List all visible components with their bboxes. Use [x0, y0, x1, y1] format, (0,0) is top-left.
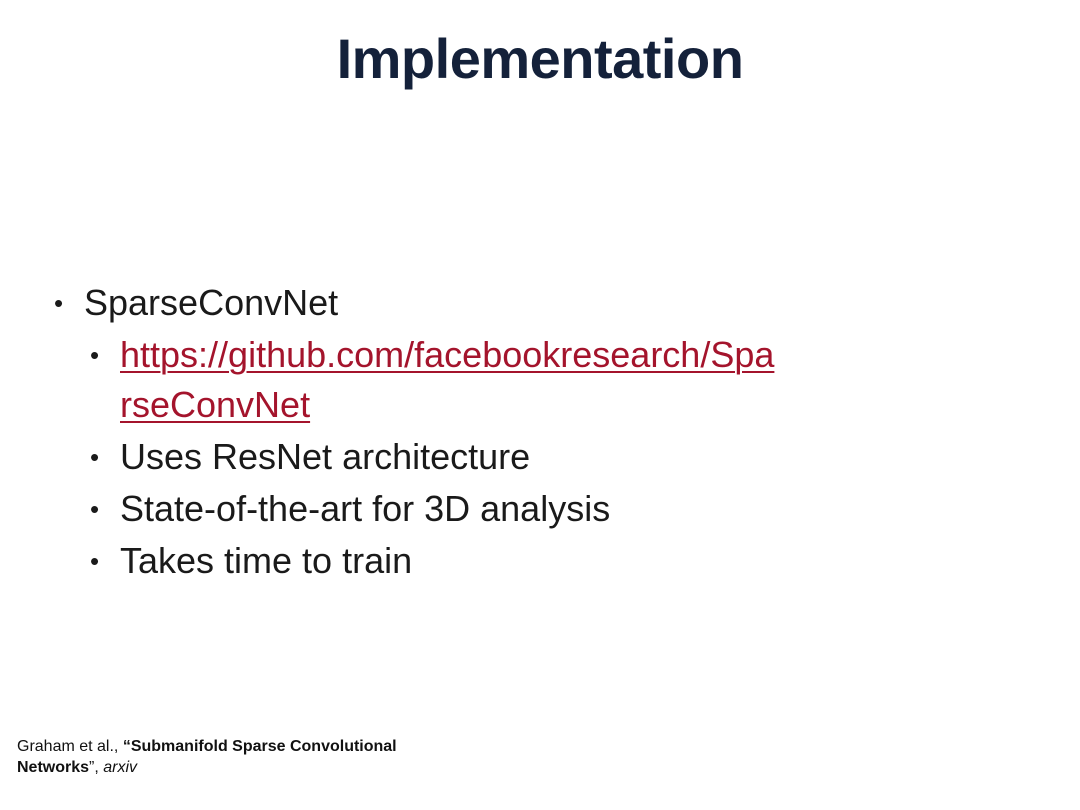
citation [17, 736, 477, 778]
citation-close-quote: ”, [89, 759, 104, 776]
bullet-glyph: • [90, 442, 100, 472]
sub-bullet-label: Uses ResNet architecture [120, 436, 531, 477]
sub-bullet-item-sota [88, 484, 952, 534]
citation-open-quote: “ [122, 738, 131, 755]
citation-paper-title: Submanifold Sparse Convolutional Networks [17, 738, 397, 776]
bullet-label: SparseConvNet [84, 282, 339, 323]
slide-title: Implementation [336, 27, 744, 90]
bullet-glyph: • [90, 546, 100, 576]
bullet-glyph: • [90, 340, 100, 370]
citation-authors: Graham et al., [17, 738, 123, 755]
citation-venue: arxiv [103, 759, 138, 776]
bullet-item-sparseconvnet [52, 278, 952, 328]
sub-bullet-item-train-time [88, 536, 952, 586]
bullet-glyph: • [54, 288, 64, 318]
sub-bullet-item-link [88, 330, 952, 430]
bullet-list [52, 278, 952, 588]
sub-bullet-list [88, 330, 952, 586]
sub-bullet-label: Takes time to train [120, 540, 413, 581]
bullet-glyph: • [90, 494, 100, 524]
sub-bullet-label: State-of-the-art for 3D analysis [120, 488, 611, 529]
github-link[interactable]: https://github.com/facebookresearch/SparseConvNet [120, 334, 775, 425]
sub-bullet-item-resnet [88, 432, 952, 482]
